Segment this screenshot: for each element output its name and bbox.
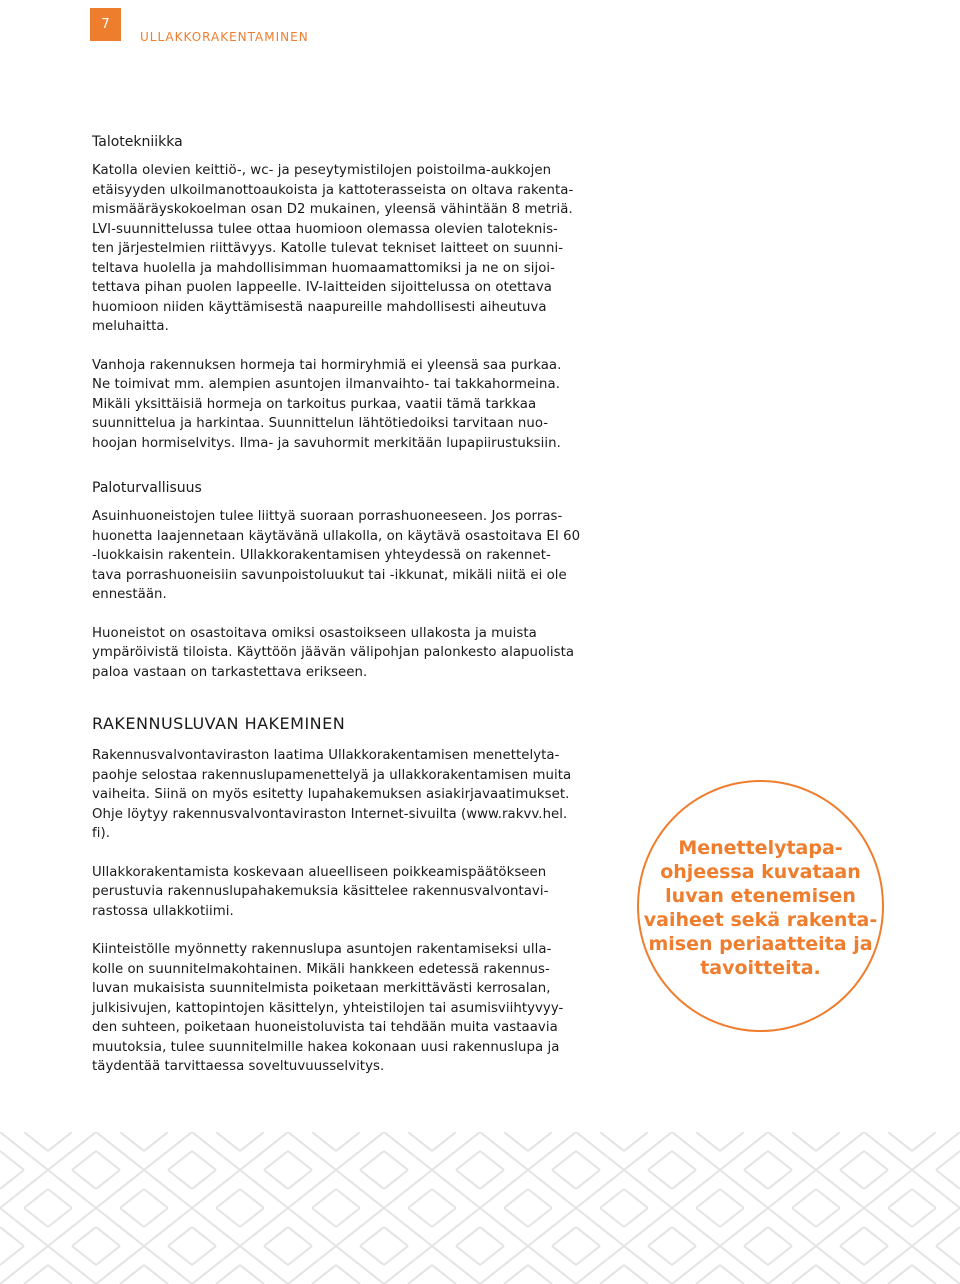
text-line: suunnittelua ja harkintaa. Suunnittelun lähtötiedoiksi tarvitaan nuo-: [92, 416, 549, 431]
text-line: Menettelytapa-: [678, 837, 843, 859]
text-line: Ohje löytyy rakennusvalvontaviraston Internet-sivuilta (www.rakvv.hel.: [92, 806, 568, 822]
page-number: 7: [101, 17, 110, 32]
text-line: rastossa ullakkotiimi.: [92, 903, 234, 919]
text-line: ten järjestelmien riittävyys. Katolle tulevat tekniset laitteet on suunni-: [92, 241, 564, 256]
text-line: julkisivujen, kattopintojen käsittelyn, yhteistilojen tai asumisviihtyvyy-: [92, 1000, 564, 1016]
heading-paloturvallisuus: Paloturvallisuus: [92, 480, 202, 496]
text-line: ennestään.: [92, 587, 167, 602]
text-line: perustuvia rakennuslupahakemuksia käsittelee rakennusvalvontavi-: [92, 884, 549, 899]
text-line: hoojan hormiselvitys. Ilma- ja savuhormit merkitään lupapiirustuksiin.: [92, 435, 561, 451]
text-line: Ullakkorakentamista koskevaan alueelliseen poikkeamispäätökseen: [92, 864, 547, 880]
text-line: Asuinhuoneistojen tulee liittyä suoraan porrashuoneeseen. Jos porras-: [92, 509, 563, 524]
callout-circle: [637, 780, 884, 1032]
text-line: misen periaatteita ja: [648, 933, 873, 955]
paragraph: [92, 940, 596, 1077]
text-line: Rakennusvalvontaviraston laatima Ullakkorakentamisen menettelyta-: [92, 748, 560, 763]
heading-rakennusluvan-hakeminen: RAKENNUSLUVAN HAKEMINEN: [92, 714, 346, 733]
text-line: Katolla olevien keittiö-, wc- ja peseytymistilojen poistoilma-aukkojen: [92, 163, 552, 178]
paragraph: [92, 863, 596, 922]
text-line: ohjeessa kuvataan: [660, 861, 861, 883]
text-line: etäisyyden ulkoilmanottoaukoista ja kattoterasseista on oltava rakenta-: [92, 182, 574, 198]
text-line: luvan mukaisista suunnitelmista poiketaan merkittävästi kerrosalan,: [92, 981, 551, 996]
text-line: huomioon niiden käyttämisestä naapureille mahdollisesti aiheutuva: [92, 299, 547, 315]
paragraph: [92, 356, 596, 454]
text-line: den suhteen, poiketaan huoneistoluvista tai tehdään muita vastaavia: [92, 1020, 558, 1035]
text-line: paloa vastaan on tarkastettava erikseen.: [92, 664, 368, 680]
text-line: ympäröivistä tiloista. Käyttöön jäävän välipohjan palonkesto alapuolista: [92, 645, 575, 660]
text-line: LVI-suunnittelussa tulee ottaa huomioon olemassa olevien taloteknis-: [92, 221, 558, 237]
text-line: paohje selostaa rakennuslupamenettelyä ja ullakkorakentamisen muita: [92, 767, 572, 783]
decorative-pattern: [0, 1132, 960, 1284]
text-line: Vanhoja rakennuksen hormeja tai hormiryhmiä ei yleensä saa purkaa.: [92, 357, 562, 373]
text-line: muutoksia, tulee suunnitelmille hakea kokonaan uusi rakennuslupa ja: [92, 1039, 560, 1055]
text-line: huonetta laajennetaan käytävänä ullakolla, on käytävä osastoitava EI 60: [92, 528, 581, 544]
text-line: tettava pihan puolen lappeelle. IV-laitteiden sijoittelussa on otettava: [92, 280, 552, 295]
paragraph: [92, 161, 596, 337]
text-line: meluhaitta.: [92, 319, 169, 334]
text-line: vaiheita. Siinä on myös esitetty lupahakemuksen asiakirjavaatimukset.: [92, 787, 570, 802]
main-content: [92, 134, 596, 1077]
text-line: fi).: [92, 826, 110, 841]
text-line: Huoneistot on osastoitava omiksi osastoikseen ullakosta ja muista: [92, 625, 537, 641]
heading-talotekniikka: Talotekniikka: [92, 134, 183, 150]
text-line: -luokkaisin rakentein. Ullakkorakentamisen yhteydessä on rakennet-: [92, 548, 551, 563]
text-line: mismääräyskokoelman osan D2 mukainen, yleensä vähintään 8 metriä.: [92, 202, 573, 217]
text-line: tavoitteita.: [700, 957, 821, 979]
text-line: Ne toimivat mm. alempien asuntojen ilmanvaihto- tai takkahormeina.: [92, 377, 560, 392]
text-line: kolle on suunnitelmakohtainen. Mikäli hankkeen edetessä rakennus-: [92, 961, 550, 977]
text-line: vaiheet sekä rakenta-: [643, 909, 878, 931]
text-line: luvan etenemisen: [665, 885, 856, 907]
text-line: täydentää tarvittaessa soveltuvuusselvitys.: [92, 1059, 385, 1074]
text-line: Kiinteistölle myönnetty rakennuslupa asuntojen rakentamiseksi ulla-: [92, 942, 552, 957]
page-number-badge: [90, 8, 121, 41]
paragraph: [92, 507, 596, 605]
callout-text: [641, 836, 881, 980]
text-line: tava porrashuoneisiin savunpoistoluukut tai -ikkunat, mikäli niitä ei ole: [92, 567, 567, 583]
paragraph: [92, 624, 596, 683]
paragraph: [92, 746, 596, 844]
text-line: teltava huolella ja mahdollisimman huomaamattomiksi ja ne on sijoi-: [92, 260, 555, 276]
text-line: Mikäli yksittäisiä hormeja on tarkoitus purkaa, vaatii tämä tarkkaa: [92, 396, 537, 412]
running-head: ULLAKKORAKENTAMINEN: [140, 30, 309, 44]
